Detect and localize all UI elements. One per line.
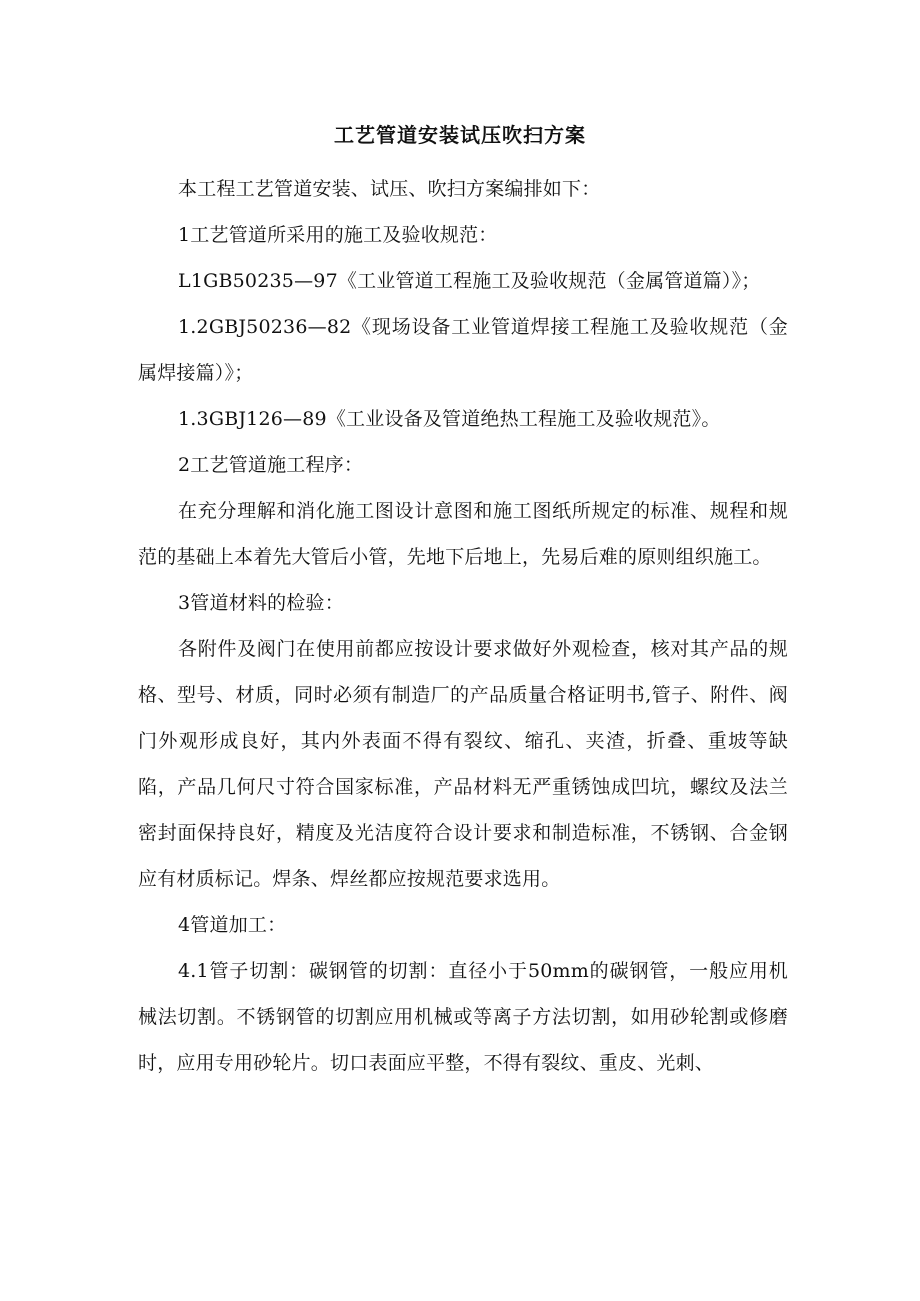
paragraph-intro: 本工程工艺管道安装、试压、吹扫方案编排如下： [178, 178, 601, 200]
paragraph-standard-1-1: L1GB50235—97《工业管道工程施工及验收规范（金属管道篇）》； [178, 270, 761, 292]
heading-section-2: 2工艺管道施工程序： [178, 454, 364, 476]
paragraph-standard-1-3: 1.3GBJ126—89《工业设备及管道绝热工程施工及验收规范》。 [178, 408, 721, 430]
paragraph-standard-1-2: 1.2GBJ50236—82《现场设备工业管道焊接工程施工及验收规范（金属焊接篇）》； [138, 316, 788, 384]
heading-section-4: 4管道加工： [178, 914, 287, 936]
paragraph-pipe-cutting: 4.1管子切割：碳钢管的切割：直径小于50mm的碳钢管，一般应用机械法切割。不锈钢管的切割应用机械或等离子方法切割，如用砂轮割或修磨时，应用专用砂轮片。切口表面应平整，不得有裂纹、重皮、光刺、 [138, 960, 788, 1074]
document-title: 工艺管道安装试压吹扫方案 [334, 123, 586, 147]
document-body [138, 166, 788, 1086]
heading-section-3: 3管道材料的检验： [178, 592, 344, 614]
heading-section-1: 1工艺管道所采用的施工及验收规范： [178, 224, 498, 246]
paragraph-material-inspection: 各附件及阀门在使用前都应按设计要求做好外观检查，核对其产品的规格、型号、材质，同时必须有制造厂的产品质量合格证明书,管子、附件、阀门外观形成良好，其内外表面不得有裂纹、缩孔、夹渣，折叠、重坡等缺陷，产品几何尺寸符合国家标准，产品材料无严重锈蚀成凹坑，螺纹及法兰密封面保持良好，精度及光洁度符合设计要求和制造标准，不锈钢、合金钢应有材质标记。焊条、焊丝都应按规范要求选用。 [138, 638, 788, 890]
paragraph-construction-procedure: 在充分理解和消化施工图设计意图和施工图纸所规定的标准、规程和规范的基础上本着先大管后小管，先地下后地上，先易后难的原则组织施工。 [138, 500, 788, 568]
